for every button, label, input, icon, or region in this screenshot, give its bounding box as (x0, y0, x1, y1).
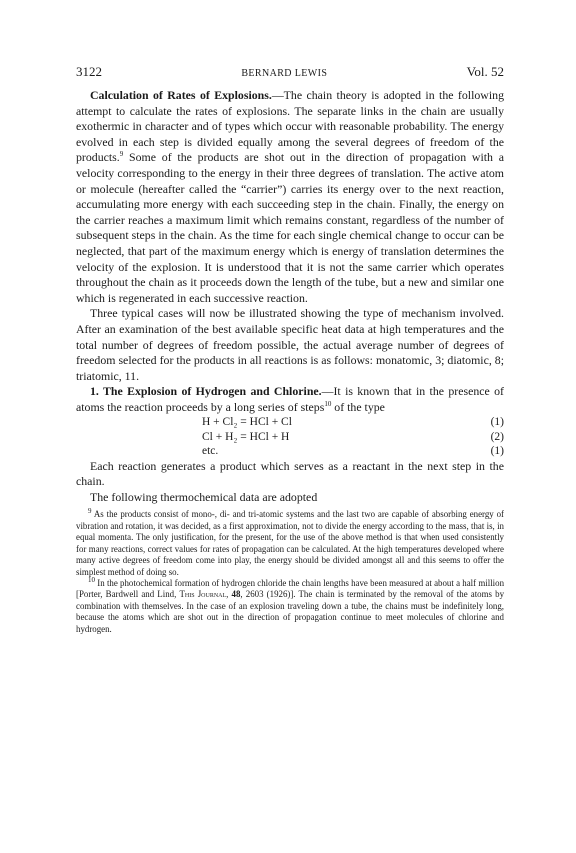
equation-expression: etc. (202, 445, 219, 458)
paragraph-typical-cases: Three typical cases will now be illustrated showing the type of mechanism involved. After an examination of the best available specific heat data at high temperatures and the total number of degrees of freedom possible, the actual average number of degrees of freedom selected for the products in all reactions is as follows: monatomic, 3; diatomic, 8; triatomic, 11. (76, 306, 504, 383)
paragraph-text: —The chain theory is adopted in the following attempt to calculate the rates of explosions. The separate links in the chain are usually exothermic in character and of types which occur with reasonable probability. The energy evolved in each step is divided equally among the several degrees of freedom of the products. (76, 88, 504, 165)
paragraph-text: of the type (331, 399, 385, 414)
paragraph-rates-of-explosions (76, 88, 504, 306)
paragraph-text: Some of the products are shot out in the direction of propagation with a velocity corresponding to the energy in their three degrees of translation. The active atom or molecule (hereafter called the “carrier”) carries its energy over to the next reaction, accumulating more energy with each succeeding step in the chain. Finally, the energy on the carrier reaches a maximum limit which remains constant, regardless of the number of subsequent steps in the chain. As the time for each single chemical change to occur can be neglected, that part of the maximum energy which is energy of translation determines the velocity of the explosion. It is understood that it is not the same carrier which operates throughout the chain as it proceeds down the length of the tube, but a new and similar one which is regenerated in each successive reaction. (76, 150, 504, 305)
equation-expression: H + Cl₂ = HCl + Cl (202, 416, 292, 429)
footnote-text: , 2603 (1926)]. The chain is terminated by the removal of the atoms by combination with themselves. In the case of an explosion traveling down a tube, the chains must be indefinitely long, because the atoms which are shot out in the direction of propagation continue to meet molecules of chlorine and hydrogen. (76, 589, 505, 634)
equation-number: (2) (490, 430, 504, 443)
volume-label: Vol. 52 (466, 64, 504, 79)
footnote-text: In the photochemical formation of hydrogen chloride the chain lengths have been measured at about a half million [Porter, Bardwell and Lind, (76, 577, 505, 600)
equation-row (76, 444, 504, 458)
equation-expression: Cl + H₂ = HCl + H (202, 430, 290, 443)
equation-block (76, 415, 504, 458)
equation-row (76, 430, 504, 444)
footnote-mark: 9 (88, 507, 92, 516)
paragraph-text: —It is known that in the presence of atoms the reaction proceeds by a long series of steps (76, 384, 505, 414)
footnote-10: $^{10}$ In the photochemical formation of hydrogen chloride the chain lengths have been measured at about a half million [Porter, Bardwell and Lind, This Journal, 48, 2603 (1926)]. The chain is terminated by the removal of the atoms by combination with themselves. In the case of an explosion traveling down a tube, the chains must be indefinitely long, because the atoms which are shot out in the direction of propagation continue to meet molecules of chlorine and hydrogen. (76, 575, 505, 634)
footnote-mark: 10 (88, 575, 95, 584)
paragraph-each-reaction: Each reaction generates a product which serves as a reactant in the next step in the chain. (76, 458, 504, 489)
page-header (76, 64, 504, 80)
footnote-ref: 9 (119, 150, 124, 159)
section-heading: Calculation of Rates of Explosions. (90, 88, 272, 102)
journal-name: This Journal (179, 589, 227, 600)
footnote-9 (76, 509, 504, 577)
journal-volume: 48 (231, 589, 241, 600)
equation-number: (1) (490, 416, 504, 429)
running-title: BERNARD LEWIS (241, 68, 328, 79)
equation-row (76, 415, 504, 429)
paragraph-hydrogen-chlorine (76, 384, 504, 415)
footnote-text: As the products consist of mono-, di- and tri-atomic systems and the last two are capable of absorbing energy of vibration and rotation, it was decided, as a first approximation, not to divide the energy according to the mass, that is, in equal momenta. The only justification, for the present, for the use of the above method is that when used consistently for many reactions, correct values for rates of propagation can be calculated. At the high temperatures developed where many active degrees of freedom come into play, the energy should be divided amongst all and this seems to offer the simplest method of doing so. (76, 509, 504, 577)
equation-number: (1) (490, 445, 504, 458)
footnote-ref: 10 (324, 399, 332, 408)
journal-page (76, 64, 504, 635)
page-number: 3122 (76, 64, 102, 79)
section-heading: 1. The Explosion of Hydrogen and Chlorine. (90, 384, 322, 399)
footnotes (76, 509, 504, 634)
paragraph-thermochemical: The following thermochemical data are adopted (90, 489, 318, 504)
